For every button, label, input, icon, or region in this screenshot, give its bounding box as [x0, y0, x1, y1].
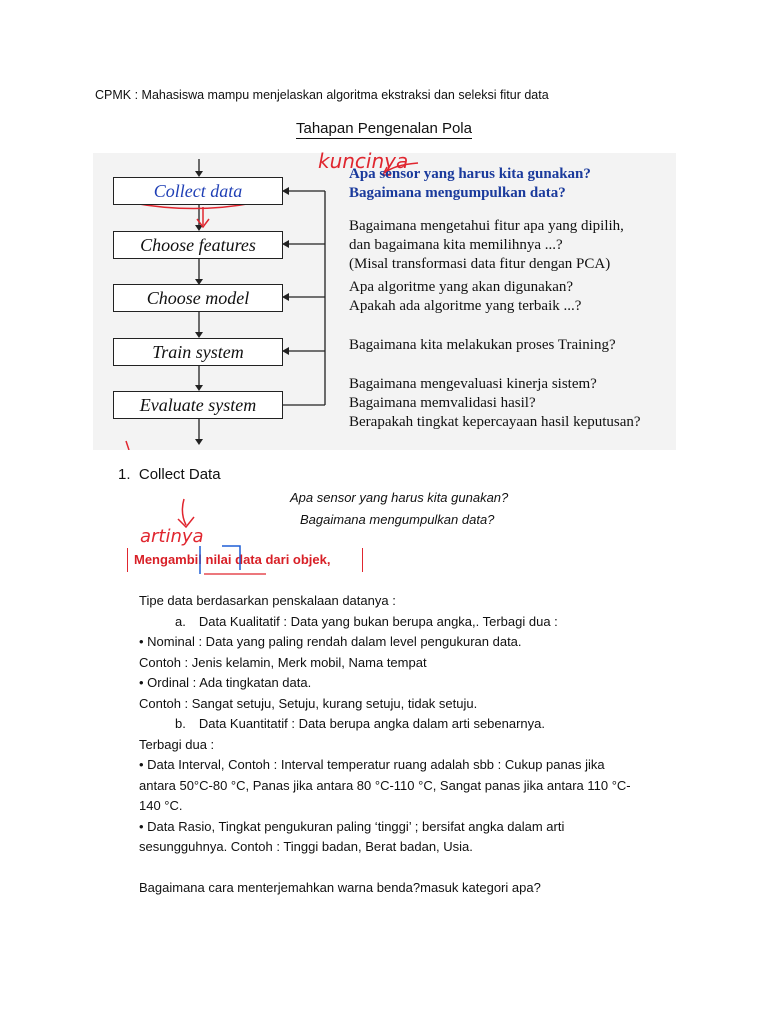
question-evaluate-2: Bagaimana memvalidasi hasil? [349, 395, 536, 411]
closing-question: Bagaimana cara menterjemahkan warna benda?masuk kategori apa? [139, 880, 541, 895]
step-collect-data: Collect data [113, 177, 283, 205]
body-line: • Data Interval, Contoh : Interval temperatur ruang adalah sbb : Cukup panas jika [139, 757, 605, 772]
body-line: antara 50°C-80 °C, Panas jika antara 80 °C-110 °C, Sangat panas jika antara 110 °C- [139, 777, 631, 793]
cpmk-statement: CPMK : Mahasiswa mampu menjelaskan algoritma ekstraksi dan seleksi fitur data [95, 88, 549, 102]
highlight-definition: Mengambil nilai data dari objek, [127, 548, 363, 572]
question-sensor: Apa sensor yang harus kita gunakan? [349, 166, 591, 182]
body-line: 140 °C. [139, 798, 183, 813]
body-line: Tipe data berdasarkan penskalaan datanya : [139, 593, 396, 608]
question-collect: Bagaimana mengumpulkan data? [349, 185, 566, 201]
body-line: • Ordinal : Ada tingkatan data. [139, 675, 312, 690]
pattern-recognition-flowchart [93, 149, 676, 450]
body-line: Contoh : Jenis kelamin, Merk mobil, Nama tempat [139, 654, 427, 670]
body-line: Contoh : Sangat setuju, Setuju, kurang setuju, tidak setuju. [139, 695, 478, 711]
body-line: b. Data Kuantitatif : Data berupa angka dalam arti sebenarnya. [175, 716, 545, 731]
section-question-2: Bagaimana mengumpulkan data? [300, 512, 495, 527]
question-evaluate-3: Berapakah tingkat kepercayaan hasil keputusan? [349, 414, 641, 430]
question-training: Bagaimana kita melakukan proses Training? [349, 337, 616, 353]
question-evaluate-1: Bagaimana mengevaluasi kinerja sistem? [349, 376, 597, 392]
question-features-1: Bagaimana mengetahui fitur apa yang dipilih, [349, 218, 624, 234]
handwritten-note-artinya: artinya [140, 526, 204, 547]
question-model-2: Apakah ada algoritme yang terbaik ...? [349, 298, 582, 314]
body-line: sesungguhnya. Contoh : Tinggi badan, Berat badan, Usia. [139, 839, 473, 854]
section-question-1: Apa sensor yang harus kita gunakan? [290, 490, 509, 505]
body-line: Terbagi dua : [139, 736, 215, 752]
step-choose-model: Choose model [113, 284, 283, 312]
document-title: Tahapan Pengenalan Pola [296, 120, 472, 137]
step-train-system: Train system [113, 338, 283, 366]
handwritten-note-kuncinya: kuncinya [318, 149, 409, 173]
section-heading: 1. Collect Data [118, 466, 221, 483]
body-line: a. Data Kualitatif : Data yang bukan berupa angka,. Terbagi dua : [175, 613, 558, 629]
body-line: • Data Rasio, Tingkat pengukuran paling ‘tinggi’ ; bersifat angka dalam arti [139, 818, 565, 834]
body-line: • Nominal : Data yang paling rendah dalam level pengukuran data. [139, 634, 522, 649]
question-features-3: (Misal transformasi data fitur dengan PCA) [349, 256, 611, 272]
highlight-marks [196, 540, 276, 580]
question-model-1: Apa algoritme yang akan digunakan? [349, 279, 574, 295]
step-evaluate-system: Evaluate system [113, 391, 283, 419]
question-features-2: dan bagaimana kita memilihnya ...? [349, 237, 563, 253]
step-choose-features: Choose features [113, 231, 283, 259]
